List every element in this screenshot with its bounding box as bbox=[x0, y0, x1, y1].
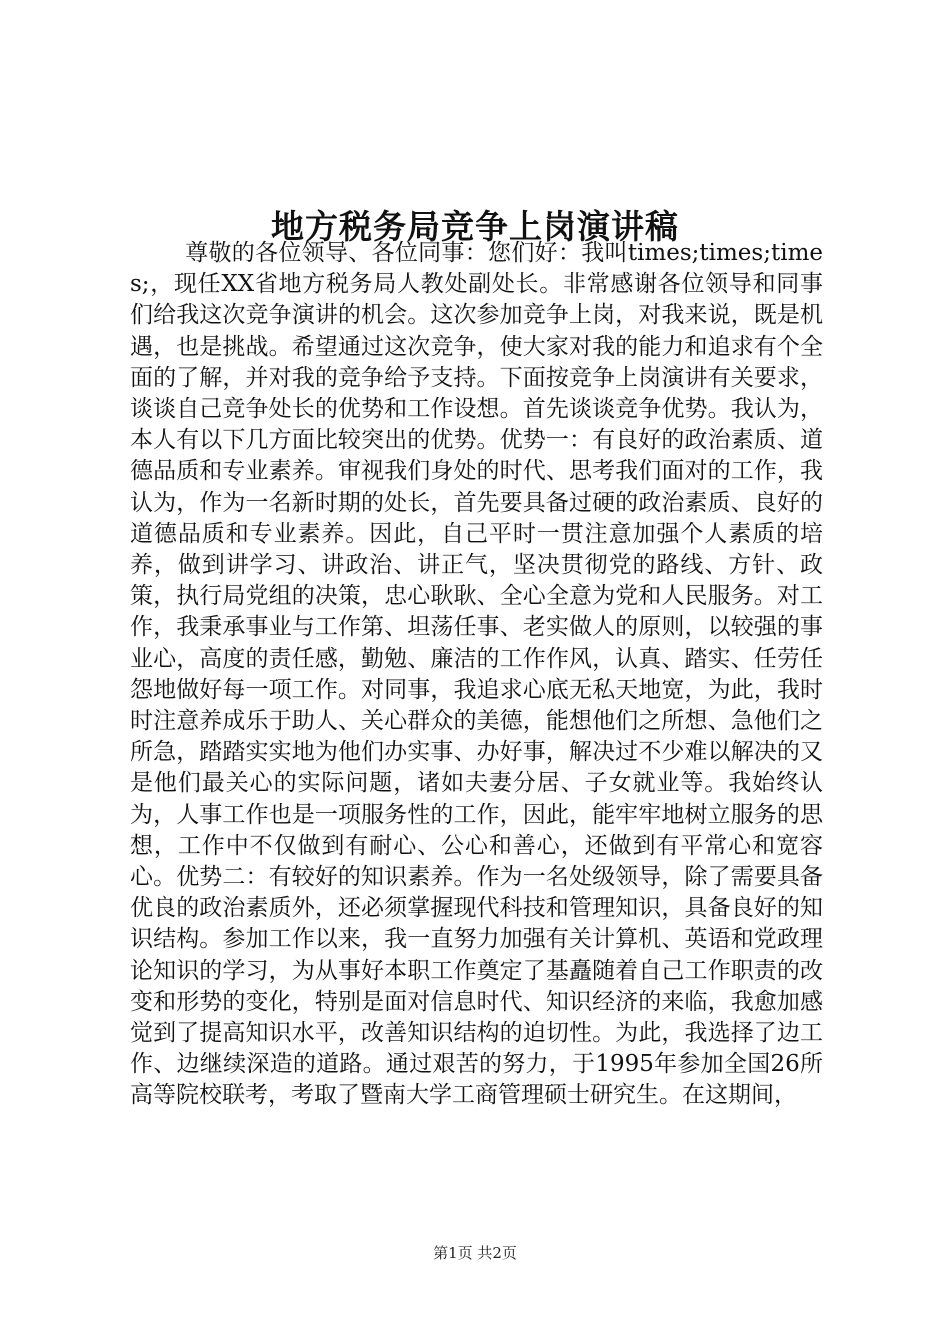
document-title: 地方税务局竞争上岗演讲稿 bbox=[271, 207, 679, 247]
speech-body-paragraph: 尊敬的各位领导、各位同事：您们好：我叫times;times;times;，现任XX省地方税务局人教处副处长。非常感谢各位领导和同事们给我这次竞争演讲的机会。这次参加竞争上岗，对我来说，既是机遇，也是挑战。希望通过这次竞争，使大家对我的能力和追求有个全面的了解，并对我的竞争给予支持。下面按竞争上岗演讲有关要求，谈谈自己竞争处长的优势和工作设想。首先谈谈竞争优势。我认为，本人有以下几方面比较突出的优势。优势一：有良好的政治素质、道德品质和专业素养。审视我们身处的时代、思考我们面对的工作，我认为，作为一名新时期的处长，首先要具备过硬的政治素质、良好的道德品质和专业素养。因此，自己平时一贯注意加强个人素质的培养，做到讲学习、讲政治、讲正气，坚决贯彻党的路线、方针、政策，执行局党组的决策，忠心耿耿、全心全意为党和人民服务。对工作，我秉承事业与工作第、坦荡任事、老实做人的原则，以较强的事业心，高度的责任感，勤勉、廉洁的工作作风，认真、踏实、任劳任怨地做好每一项工作。对同事，我追求心底无私天地宽，为此，我时时注意养成乐于助人、关心群众的美德，能想他们之所想、急他们之所急，踏踏实实地为他们办实事、办好事，解决过不少难以解决的又是他们最关心的实际问题，诸如夫妻分居、子女就业等。我始终认为，人事工作也是一项服务性的工作，因此，能牢牢地树立服务的思想，工作中不仅做到有耐心、公心和善心，还做到有平常心和宽容心。优势二：有较好的知识素养。作为一名处级领导，除了需要具备优良的政治素质外，还必须掌握现代科技和管理知识，具备良好的知识结构。参加工作以来，我一直努力加强有关计算机、英语和党政理论知识的学习，为从事好本职工作奠定了基矗随着自己工作职责的改变和形势的变化，特别是面对信息时代、知识经济的来临，我愈加感觉到了提高知识水平，改善知识结构的迫切性。为此，我选择了边工作、边继续深造的道路。通过艰苦的努力，于1995年参加全国26所高等院校联考，考取了暨南大学工商管理硕士研究生。在这期间， bbox=[130, 240, 823, 1109]
page-footer-page-number: 第1页 共2页 bbox=[433, 1244, 517, 1262]
